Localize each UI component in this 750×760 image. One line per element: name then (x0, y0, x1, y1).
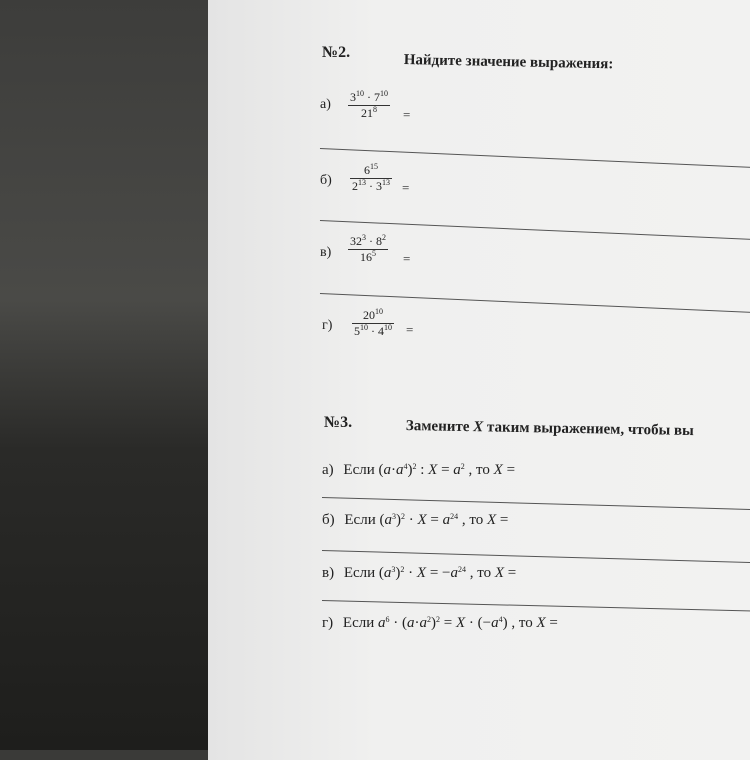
task3-label-v: в) (322, 565, 335, 581)
fraction-numerator: $20^{10}$ (363, 307, 383, 322)
task2-label-a: а) (320, 97, 331, 112)
fraction-denominator: $21^8$ (348, 105, 390, 121)
task3-item-v (322, 565, 516, 582)
task2-fraction-b (350, 163, 392, 194)
equals-sign: = (406, 322, 414, 337)
dark-background (0, 0, 215, 750)
answer-line (322, 600, 750, 612)
equals-sign: = (403, 251, 411, 266)
answer-line (322, 550, 750, 564)
task3-item-a (322, 462, 515, 479)
task2-number: №2. (322, 44, 351, 61)
task3-label-g: г) (322, 615, 334, 631)
task3-label-b: б) (322, 512, 335, 528)
task2-title: Найдите значение выражения: (403, 52, 614, 73)
task3-text-a: Если $(a\cdot a^4)^2$ : $X = a^2$ , то X = (343, 462, 516, 478)
fraction-numerator: $3^{10} \cdot 7^{10}$ (350, 89, 388, 104)
equals-sign: = (403, 107, 411, 122)
task2-label-g: г) (322, 318, 333, 333)
fraction-numerator: $32^3 \cdot 8^2$ (350, 233, 386, 248)
task3-text-b: Если $(a^3)^2 \cdot X = a^{24}$ , то X = (344, 512, 509, 528)
fraction-denominator: $2^{13} \cdot 3^{13}$ (352, 178, 390, 193)
task3-number: №3. (324, 414, 353, 431)
answer-line (322, 497, 750, 511)
task2-label-v: в) (320, 245, 332, 260)
fraction-denominator: $16^5$ (348, 249, 388, 265)
task3-item-g (322, 615, 558, 632)
task2-label-b: б) (320, 173, 332, 188)
fraction-denominator: $5^{10} \cdot 4^{10}$ (354, 323, 392, 338)
worksheet-page (208, 0, 750, 760)
fraction-numerator: $6^{15}$ (364, 162, 378, 177)
task3-label-a: а) (322, 462, 334, 478)
task3-text-g: Если $a^6 \cdot (a\cdot a^2)^2 = X \cdot (-a^4)$ , то X = (342, 615, 558, 631)
task2-fraction-g (352, 308, 394, 339)
task3-text-v: Если $(a^3)^2 \cdot X = -a^{24}$ , то X = (343, 565, 517, 581)
task3-title: Замените X таким выражением, чтобы вы (405, 418, 694, 440)
task2-fraction-a (348, 90, 390, 121)
equals-sign: = (402, 180, 410, 195)
task2-fraction-v (348, 234, 388, 265)
task3-item-b (322, 512, 508, 529)
